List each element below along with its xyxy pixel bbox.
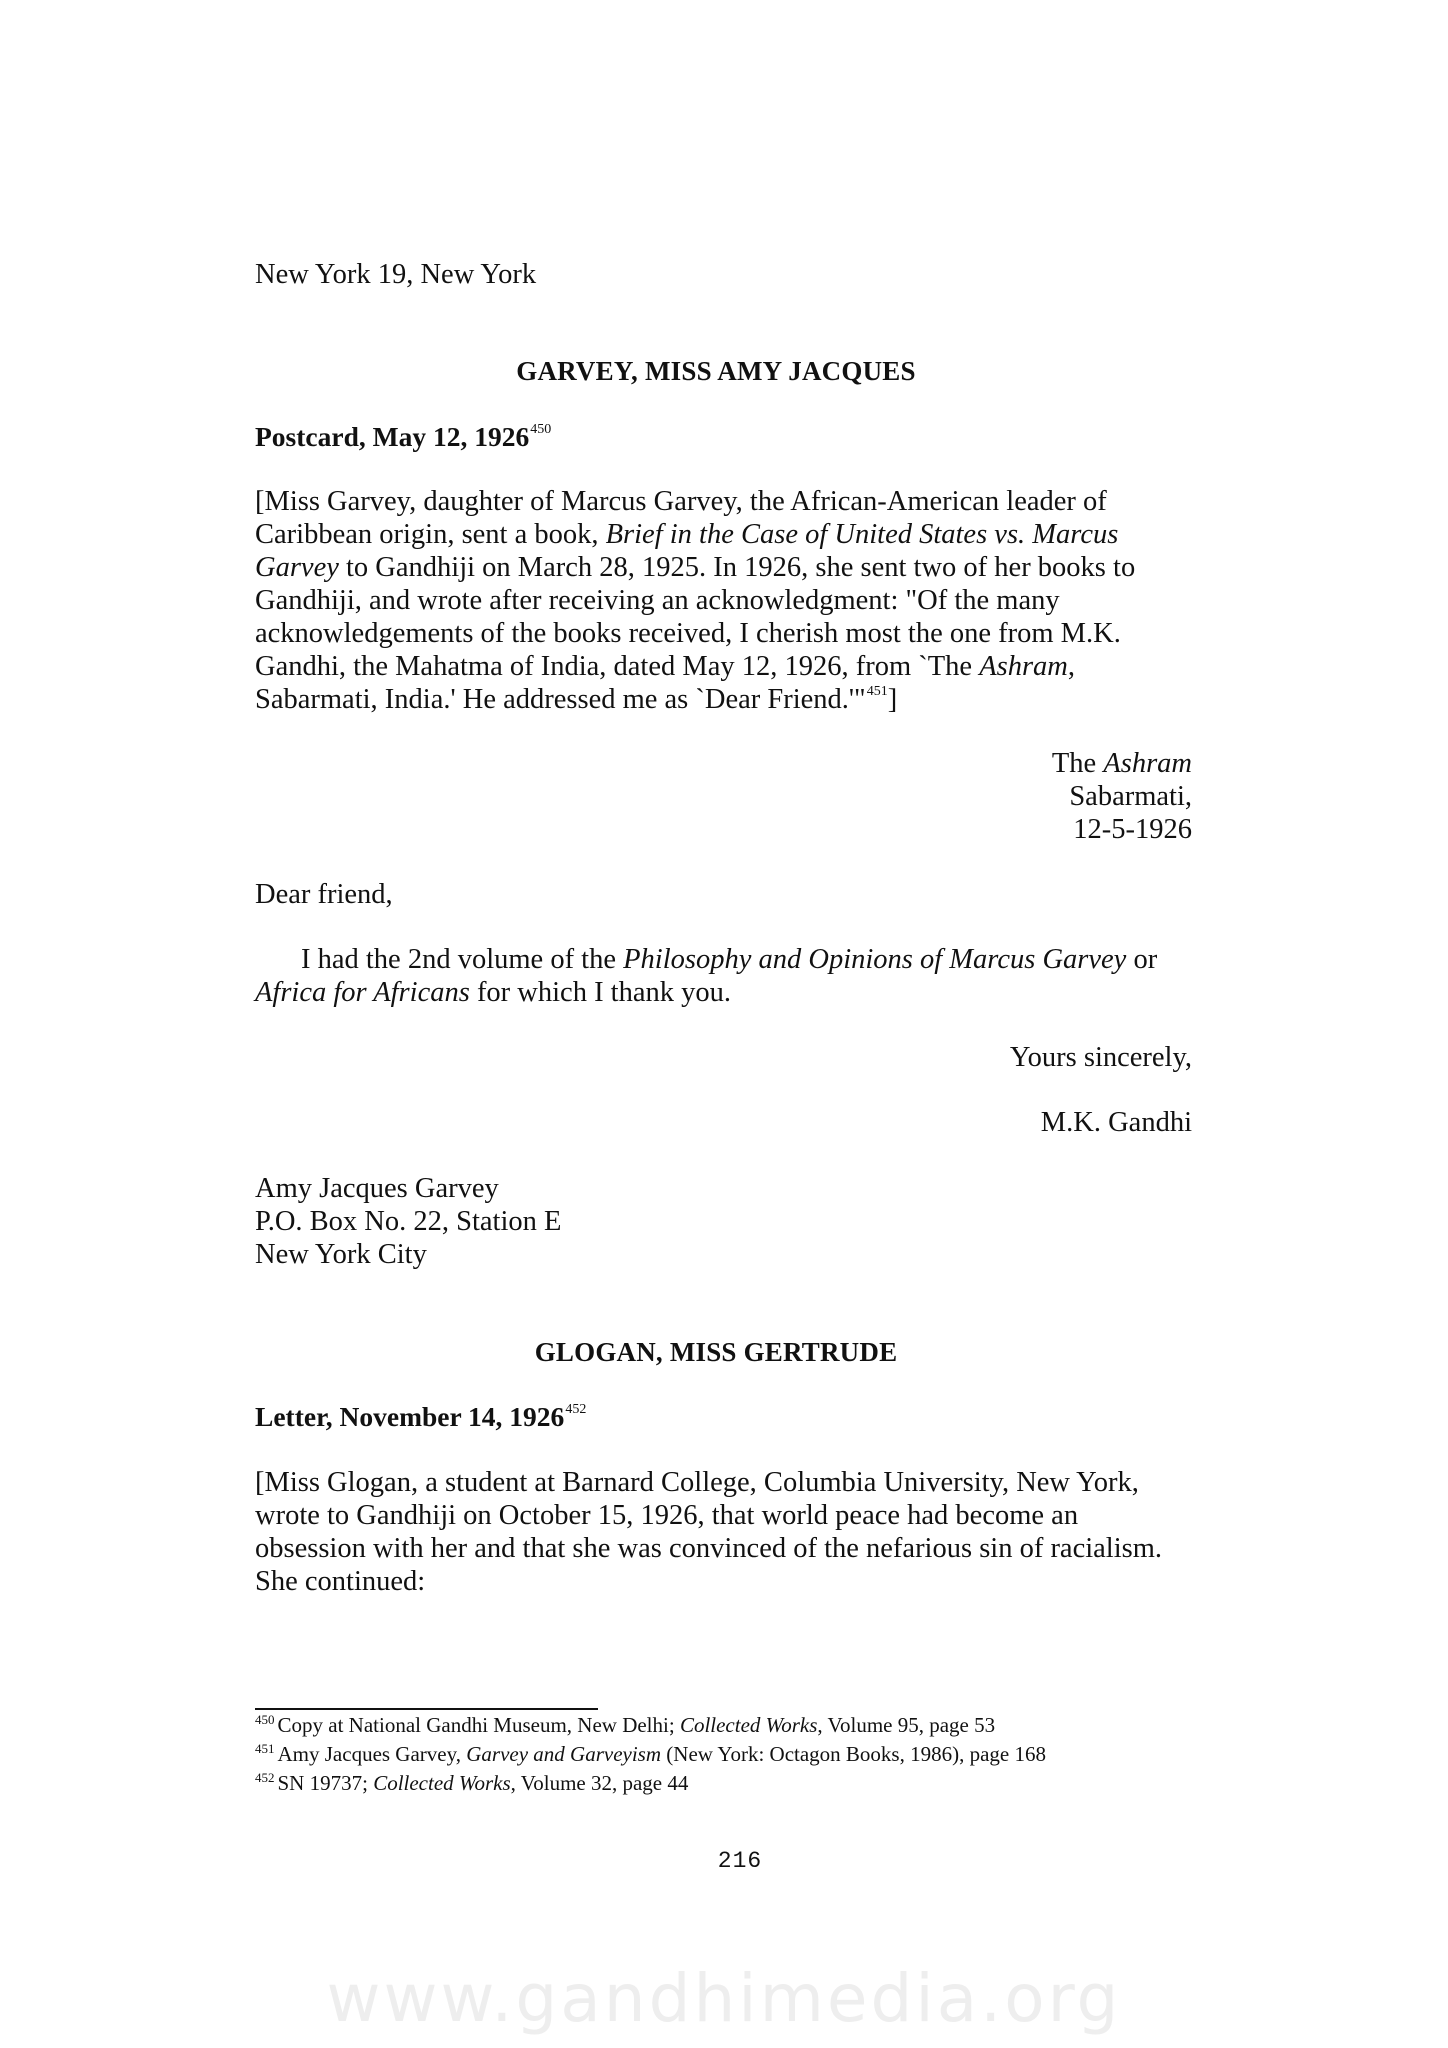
glogan-intro-paragraph: [255, 1466, 1162, 1598]
postcard-subhead: [255, 421, 551, 453]
letter-subhead-text: Letter, November 14, 1926: [255, 1401, 565, 1432]
book-title: Garvey: [255, 552, 339, 583]
salutation: Dear friend,: [255, 879, 393, 910]
letter-place-date: [1052, 747, 1192, 846]
recipient-address: [255, 1172, 561, 1271]
footnote-ref-450: 450: [530, 422, 552, 437]
footnote-ref-451: 451: [866, 684, 888, 699]
letter-body: [255, 943, 1157, 1009]
footnote-ref-452: 452: [565, 1402, 587, 1417]
section-heading-garvey: [0, 356, 1448, 387]
footnote-450: $^{450}$ Copy at National Gandhi Museum, New Delhi; Collected Works, Volume 95, page 53: [255, 1712, 996, 1737]
signature: M.K. Gandhi: [1040, 1107, 1192, 1138]
header-address-line: New York 19, New York: [255, 259, 537, 290]
intro-line: She continued:: [255, 1566, 426, 1597]
footnote-452: $^{452}$ SN 19737; Collected Works, Volume 32, page 44: [255, 1770, 689, 1795]
intro-line: Garvey to Gandhiji on March 28, 1925. In 1926, she sent two of her books to: [255, 552, 1136, 583]
watermark: www.gandhimedia.org: [326, 1960, 1122, 2037]
footnote-451: $^{451}$ Amy Jacques Garvey, Garvey and Garveyism (New York: Octagon Books, 1986), page 168: [255, 1741, 1046, 1766]
intro-line: [Miss Garvey, daughter of Marcus Garvey, the African-American leader of: [255, 486, 1107, 517]
letter-date: 12-5-1926: [1073, 814, 1192, 845]
section-heading-garvey-text: GARVEY, MISS AMY JACQUES: [516, 356, 916, 386]
closing: Yours sincerely,: [1009, 1042, 1192, 1073]
intro-line: obsession with her and that she was convinced of the nefarious sin of racialism.: [255, 1533, 1163, 1564]
recipient-line: Amy Jacques Garvey: [255, 1173, 499, 1204]
intro-line: [Miss Glogan, a student at Barnard College, Columbia University, New York,: [255, 1467, 1139, 1498]
postcard-subhead-text: Postcard, May 12, 1926: [255, 421, 530, 452]
section-heading-glogan-text: GLOGAN, MISS GERTRUDE: [534, 1337, 898, 1367]
footnotes: [255, 1712, 1046, 1799]
place-line: The Ashram: [1051, 748, 1192, 779]
intro-line: Caribbean origin, sent a book, Brief in the Case of United States vs. Marcus: [255, 519, 1119, 550]
intro-line: Sabarmati, India.' He addressed me as `Dear Friend.'"$^{451}$]: [255, 684, 898, 715]
letter-line: I had the 2nd volume of the Philosophy and Opinions of Marcus Garvey or: [301, 944, 1158, 975]
book-title: Brief in the Case of United States vs. Marcus: [605, 519, 1119, 550]
recipient-line: New York City: [255, 1239, 427, 1270]
place-line: Sabarmati,: [1069, 781, 1192, 812]
intro-line: acknowledgements of the books received, I cherish most the one from M.K.: [255, 618, 1121, 649]
intro-line: wrote to Gandhiji on October 15, 1926, that world peace had become an: [255, 1500, 1079, 1531]
recipient-line: P.O. Box No. 22, Station E: [255, 1206, 562, 1237]
page-number: 216: [717, 1848, 763, 1874]
section-heading-glogan: [0, 1337, 1448, 1368]
letter-line: Africa for Africans for which I thank you.: [255, 977, 732, 1008]
garvey-intro-paragraph: [255, 485, 1135, 721]
intro-line: Gandhi, the Mahatma of India, dated May 12, 1926, from `The Ashram,: [255, 651, 1075, 682]
intro-line: Gandhiji, and wrote after receiving an acknowledgment: "Of the many: [255, 585, 1060, 616]
footnote-separator: [255, 1708, 598, 1710]
letter-subhead: [255, 1401, 586, 1433]
